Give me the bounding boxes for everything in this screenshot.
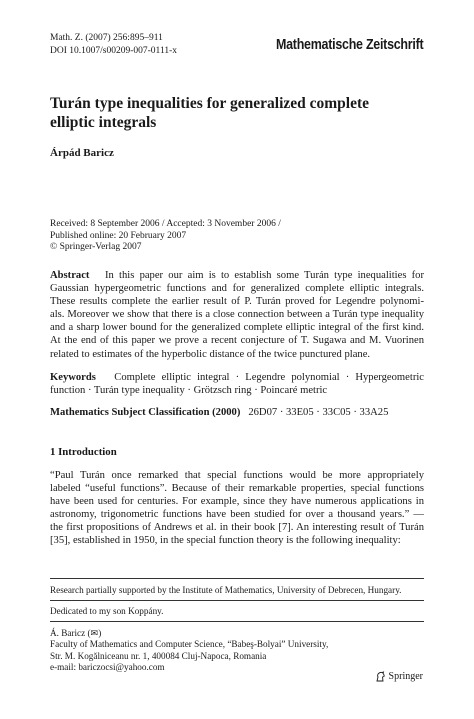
footnote-divider — [50, 600, 424, 601]
journal-citation: Math. Z. (2007) 256:895–911 — [50, 33, 163, 43]
keywords-line: Complete elliptic integral · Legendre polynomial · Hypergeometric — [114, 372, 424, 383]
intro-line: the first propositions of Andrews et al. in their book [7]. An interesting result of Turán — [50, 522, 424, 534]
intro-line: “Paul Turán once remarked that special functions would be more appropriately — [50, 470, 424, 481]
footnote-dedication: Dedicated to my son Koppány. — [50, 606, 164, 616]
author-email[interactable]: e-mail: bariczocsi@yahoo.com — [50, 661, 165, 672]
address-line: Á. Baricz (✉) — [50, 628, 102, 638]
history-line: © Springer-Verlag 2007 — [50, 242, 142, 252]
abstract-line: related to estimates of the hyperbolic distance of the twice punctured plane. — [50, 348, 371, 360]
abstract-line: als. Moreover we show that there is a close connection between a Turán type inequality — [50, 309, 424, 321]
publisher-name: Springer — [388, 671, 423, 682]
publication-history — [50, 219, 281, 254]
address-line: Str. M. Kogălniceanu nr. 1, 400084 Cluj-Napoca, Romania — [50, 650, 267, 661]
keywords-label: Keywords — [50, 372, 96, 383]
msc-codes: 26D07 · 33E05 · 33C05 · 33A25 — [248, 407, 389, 418]
abstract-line: These results complete the earlier result of P. Turán proved for Legendre polynomi- — [50, 296, 424, 308]
abstract — [50, 269, 424, 361]
history-line: Received: 8 September 2006 / Accepted: 3 November 2006 / — [50, 219, 281, 229]
intro-line: [35], established in 1950, in the special function theory is the following inequality: — [50, 535, 401, 547]
footnote-support: Research partially supported by the Institute of Mathematics, University of Debrecen, Hungary. — [50, 585, 402, 595]
msc-label: Mathematics Subject Classification (2000) — [50, 407, 241, 418]
paper-title — [50, 94, 430, 132]
title-line: elliptic integrals — [50, 114, 157, 131]
journal-name: Mathematische Zeitschrift — [275, 37, 423, 53]
publisher-logo — [375, 671, 423, 682]
intro-line: astronomy, trigonometric functions have been studied for over a thousand years.” — — [50, 509, 424, 521]
author: Árpád Baricz — [50, 147, 114, 159]
springer-horse-icon — [375, 671, 386, 682]
intro-paragraph — [50, 469, 424, 548]
author-address — [50, 628, 328, 673]
abstract-line: and a sharp lower bound for the generalized complete elliptic integral of the first kind. — [50, 322, 424, 334]
footnote-divider — [50, 578, 424, 579]
abstract-label: Abstract — [50, 270, 90, 281]
msc-classification — [50, 406, 424, 419]
intro-line: labeled “useful functions”. Because of their remarkable properties, special functions — [50, 483, 424, 495]
keywords-line: function · Turán type inequality · Grötzsch ring · Poincaré metric — [50, 385, 328, 397]
title-line: Turán type inequalities for generalized complete — [50, 95, 370, 112]
history-line: Published online: 20 February 2007 — [50, 230, 187, 241]
intro-line: have been used for centuries. For example, since they have numerous applications in — [50, 496, 424, 508]
footnote-divider — [50, 621, 424, 622]
abstract-line: Gaussian hypergeometric functions and for generalized complete elliptic integrals. — [50, 283, 424, 295]
address-line: Faculty of Mathematics and Computer Science, “Babeş-Bolyai” University, — [50, 639, 329, 650]
abstract-line: At the end of this paper we prove a recent conjecture of T. Sugawa and M. Vuorinen — [50, 335, 424, 347]
keywords — [50, 371, 424, 397]
doi[interactable]: DOI 10.1007/s00209-007-0111-x — [50, 46, 178, 56]
section-heading: 1 Introduction — [50, 446, 117, 458]
abstract-line: In this paper our aim is to establish some Turán type inequalities for — [105, 270, 424, 281]
